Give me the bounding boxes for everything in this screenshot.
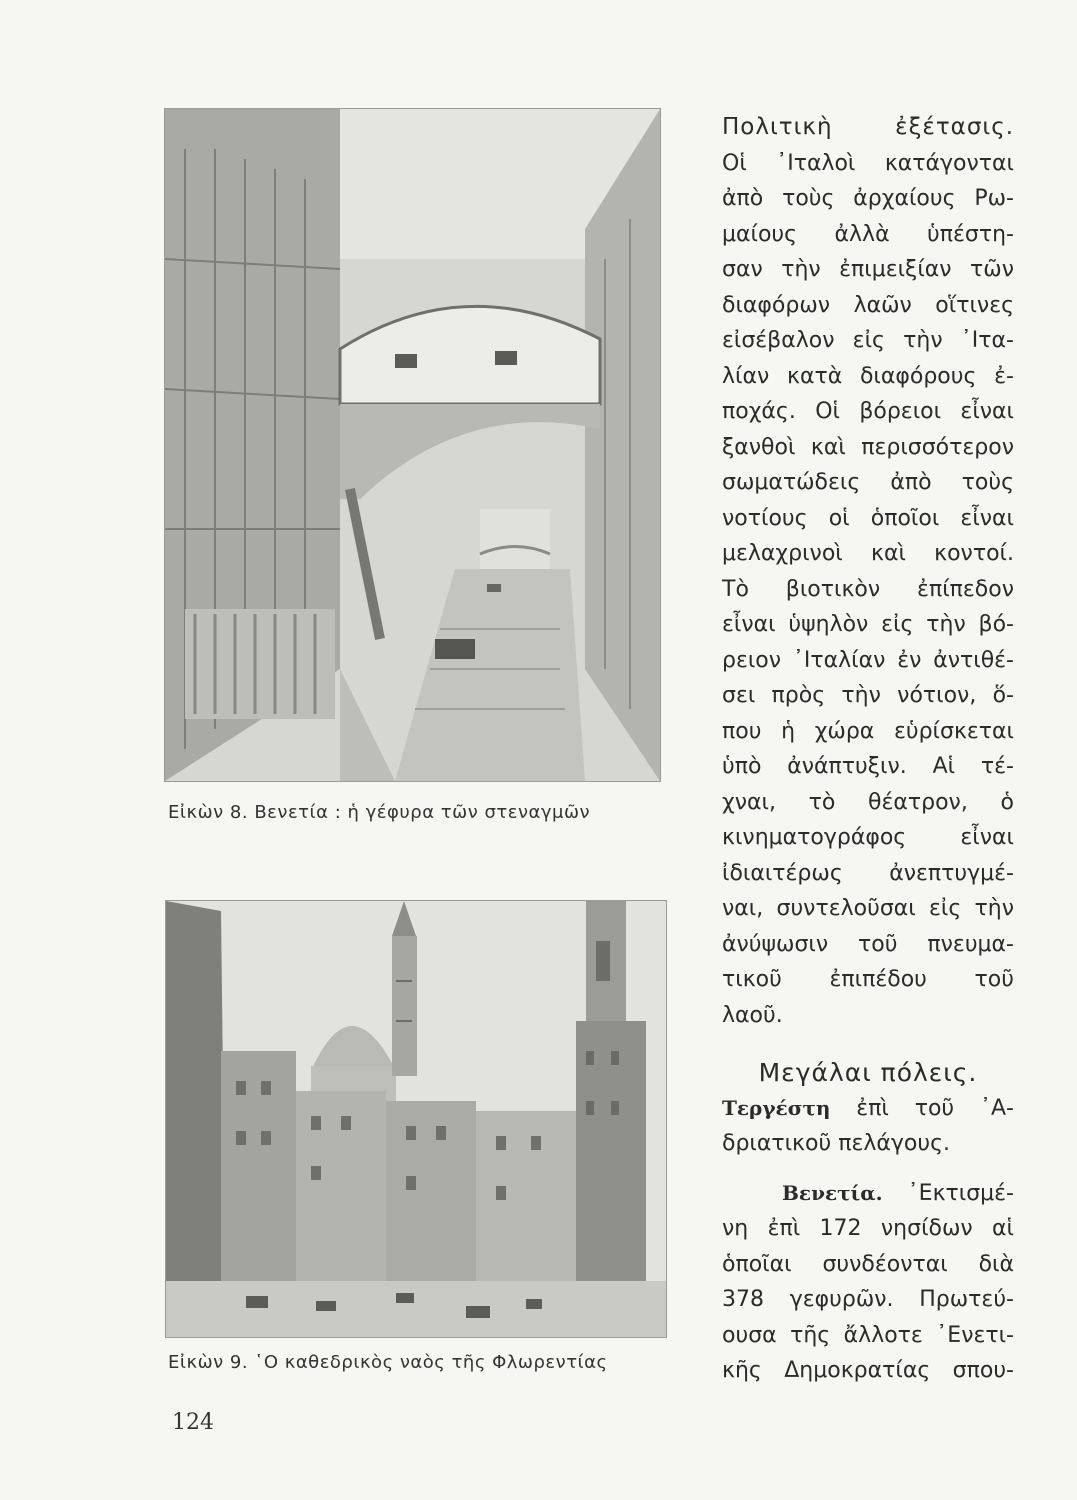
venice-name: Βενετία.	[782, 1180, 883, 1205]
paragraph-line: σει πρὸς τὴν νότιον, ὅ-	[722, 683, 1014, 708]
paragraph-line: λίαν κατὰ διαφόρους ἐ-	[722, 363, 1014, 389]
paragraph-line: ξανθοὶ καὶ περισσότερον	[722, 434, 1014, 460]
paragraph-line: ουσα τῆς ἄλλοτε ᾿Ενετι-	[722, 1322, 1014, 1348]
figure-8-caption: Εἰκὼν 8. Βενετία : ἡ γέφυρα τῶν στεναγμῶν	[168, 802, 591, 823]
section-heading-cities: Μεγάλαι πόλεις.	[758, 1058, 978, 1087]
paragraph-line: μαίους ἀλλὰ ὑπέστη-	[722, 221, 1014, 247]
paragraph-line: ἀνύψωσιν τοῦ πνευμα-	[722, 931, 1014, 957]
paragraph-line: Οἱ ᾿Ιταλοὶ κατάγονται	[722, 150, 1014, 176]
figure-9-caption: Εἰκὼν 9. ῾Ο καθεδρικὸς ναὸς τῆς Φλωρεντίας	[168, 1352, 608, 1373]
paragraph-line: σαν τὴν ἐπιμειξίαν τῶν	[722, 257, 1014, 282]
text-column	[722, 110, 1014, 1389]
bridge-of-sighs-photo	[164, 108, 661, 782]
paragraph-line: 378 γεφυρῶν. Πρωτεύ-	[722, 1287, 1014, 1312]
paragraph-line: λαοῦ.	[722, 1002, 783, 1028]
paragraph-line: χναι, τὸ θέατρον, ὁ	[722, 789, 1014, 815]
paragraph-line: μελαχρινοὶ καὶ κοντοί.	[722, 541, 1014, 566]
paragraph-line: νη ἐπὶ 172 νησίδων αἱ	[722, 1216, 1014, 1241]
florence-cathedral-photo	[165, 900, 667, 1338]
paragraph-line: ποχάς. Οἱ βόρειοι εἶναι	[722, 399, 1014, 424]
paragraph-line: εἶναι ὑψηλὸν εἰς τὴν βό-	[722, 612, 1014, 637]
paragraph-line: ὑπὸ ἀνάπτυξιν. Αἱ τέ-	[722, 754, 1014, 779]
trieste-line-2: δριατικοῦ πελάγους.	[722, 1131, 950, 1156]
paragraph-line: εἰσέβαλον εἰς τὴν ᾿Ιτα-	[722, 328, 1014, 353]
paragraph-line: ἀπὸ τοὺς ἀρχαίους Ρω-	[722, 186, 1014, 211]
paragraph-line: κῆς Δημοκρατίας σπου-	[722, 1358, 1014, 1383]
page-number: 124	[172, 1410, 214, 1435]
trieste-name: Τεργέστη	[722, 1095, 831, 1120]
trieste-line	[722, 1091, 1014, 1127]
section-heading-political: Πολιτικὴ ἐξέτασις.	[722, 114, 1014, 140]
paragraph-line: τικοῦ ἐπιπέδου τοῦ	[722, 967, 1014, 992]
venice-line	[722, 1176, 1014, 1212]
paragraph-line: διαφόρων λαῶν οἵτινες	[722, 292, 1014, 318]
paragraph-line: νοτίους οἱ ὁποῖοι εἶναι	[722, 505, 1014, 531]
paragraph-line: κινηματογράφος εἶναι	[722, 825, 1014, 850]
paragraph-line: σωματώδεις ἀπὸ τοὺς	[722, 470, 1014, 495]
paragraph-line: Τὸ βιοτικὸν ἐπίπεδον	[722, 576, 1014, 602]
paragraph-line: ναι, συντελοῦσαι εἰς τὴν	[722, 896, 1014, 921]
paragraph-line: ὁποῖαι συνδέονται διὰ	[722, 1251, 1014, 1277]
paragraph-line: ρειον ᾿Ιταλίαν ἐν ἀντιθέ-	[722, 647, 1014, 673]
venice-text: ᾿Εκτισμέ-	[907, 1180, 1014, 1206]
trieste-text: ἐπὶ τοῦ ᾿Α-	[856, 1095, 1014, 1121]
paragraph-line: ἰδιαιτέρως ἀνεπτυγμέ-	[722, 860, 1014, 886]
paragraph-line: που ἡ χώρα εὑρίσκεται	[722, 718, 1014, 744]
